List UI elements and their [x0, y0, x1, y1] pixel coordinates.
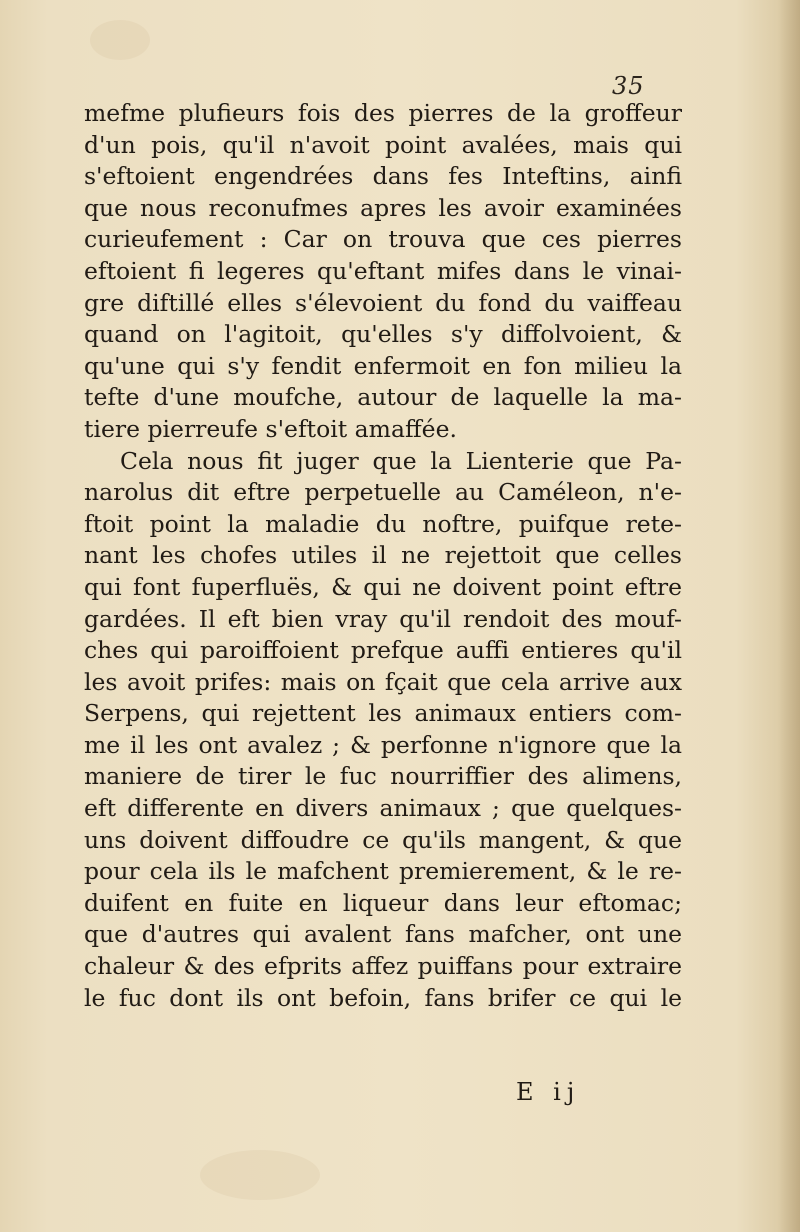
page-edge-shadow [778, 0, 800, 1232]
text-line: uns doivent diffoudre ce qu'ils mangent, & que [84, 825, 682, 854]
text-line: qu'une qui s'y fendit enfermoit en fon milieu la [84, 351, 682, 380]
text-line: nant les chofes utiles il ne rejettoit que celles [84, 541, 682, 570]
text-line: ches qui paroiffoient prefque auffi entieres qu'il [84, 636, 682, 665]
text-line: curieufement : Car on trouva que ces pierres [84, 225, 682, 254]
text-line: les avoit prifes: mais on fçait que cela arrive aux [84, 667, 682, 696]
text-line: narolus dit eftre perpetuelle au Caméleon, n'e- [84, 478, 682, 507]
text-line: gre diftillé elles s'élevoient du fond du vaiffeau [84, 288, 682, 317]
text-line: gardées. Il eft bien vray qu'il rendoit des mouf- [84, 604, 682, 633]
signature-mark: E ij [516, 1078, 581, 1106]
paper-stain [200, 1150, 320, 1200]
text-line: me il les ont avalez ; & perfonne n'ignore que la [84, 730, 682, 759]
text-line: mefme plufieurs fois des pierres de la groffeur [84, 99, 682, 127]
text-line: ftoit point la maladie du noftre, puifque rete- [84, 509, 682, 538]
body-text [84, 98, 682, 1014]
text-line: que d'autres qui avalent fans mafcher, ont une [84, 920, 682, 949]
text-line: duifent en fuite en liqueur dans leur eftomac; [84, 888, 682, 917]
text-line: tefte d'une moufche, autour de laquelle la ma- [84, 383, 682, 412]
text-line: d'un pois, qu'il n'avoit point avalées, mais qui [84, 130, 682, 159]
text-line: quand on l'agitoit, qu'elles s'y diffolvoient, & [84, 320, 682, 349]
text-line: Serpens, qui rejettent les animaux entiers com- [84, 699, 682, 728]
text-line: s'eftoient engendrées dans fes Inteftins, ainfi [84, 162, 682, 191]
text-line: maniere de tirer le fuc nourriffier des alimens, [84, 762, 682, 791]
text-line: tiere pierreufe s'eftoit amaffée. [84, 414, 457, 443]
text-line: pour cela ils le mafchent premierement, & le re- [84, 857, 682, 886]
text-line: eftoient fi legeres qu'eftant mifes dans le vinai- [84, 256, 682, 285]
text-line: que nous reconufmes apres les avoir examinées [84, 193, 682, 222]
text-line: le fuc dont ils ont befoin, fans brifer ce qui le [84, 983, 682, 1012]
text-line: eft differente en divers animaux ; que quelques- [84, 794, 682, 823]
text-line: chaleur & des efprits affez puiffans pour extraire [84, 952, 682, 981]
page-number: 35 [612, 72, 645, 100]
paper-stain [90, 20, 150, 60]
text-line: qui font fuperfluës, & qui ne doivent point eftre [84, 572, 682, 601]
text-line: Cela nous fit juger que la Lienterie que Pa- [120, 446, 682, 475]
